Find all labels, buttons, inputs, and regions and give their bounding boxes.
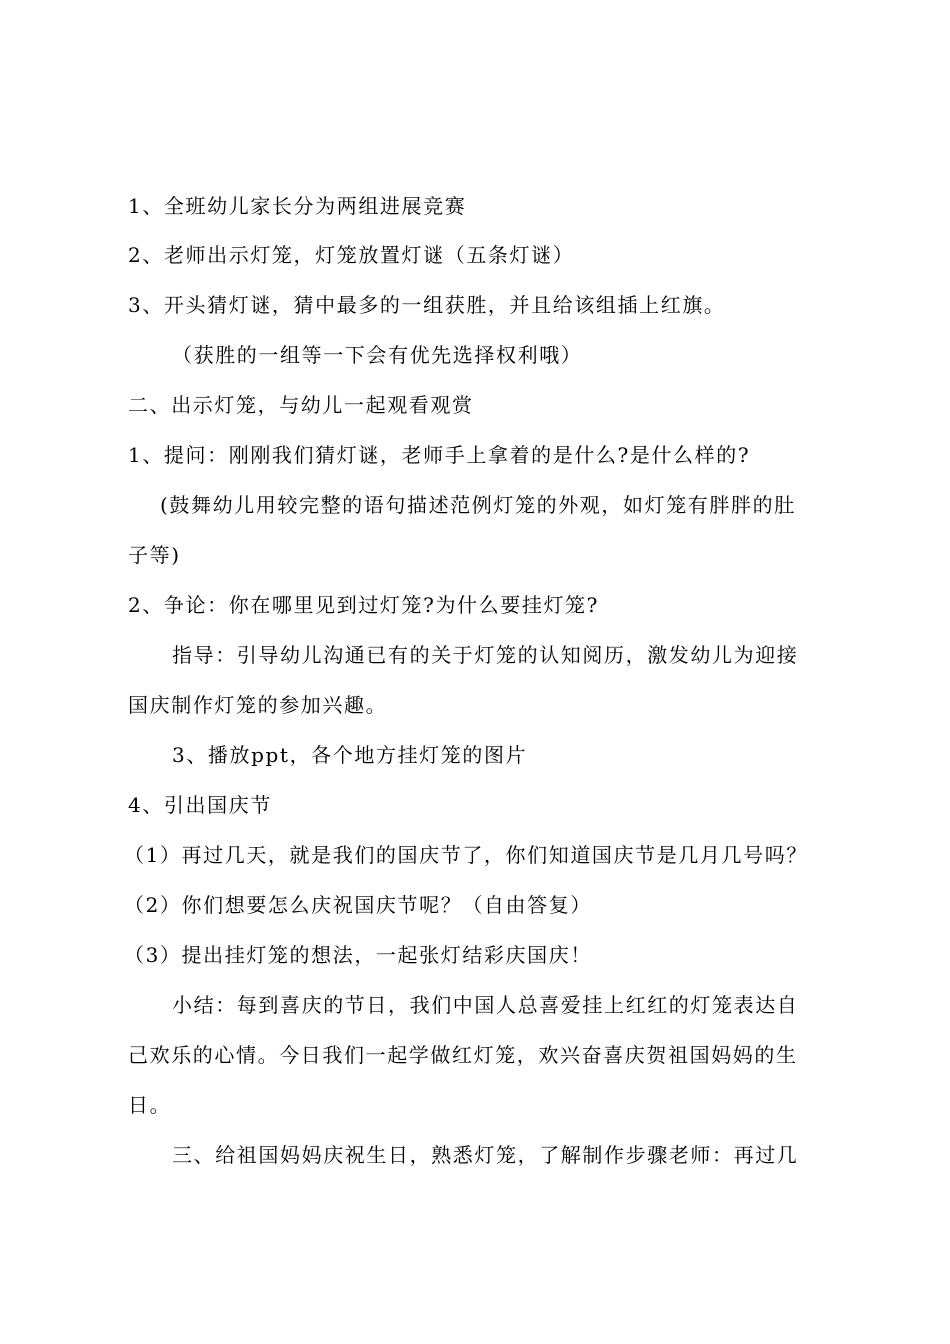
text-line-19: 日。 bbox=[128, 1093, 172, 1117]
text-line-9: 2、争论：你在哪里见到过灯笼?为什么要挂灯笼? bbox=[128, 593, 599, 617]
text-line-2: 2、老师出示灯笼，灯笼放置灯谜（五条灯谜） bbox=[128, 243, 575, 267]
text-line-18: 己欢乐的心情。今日我们一起学做红灯笼，欢兴奋喜庆贺祖国妈妈的生 bbox=[128, 1043, 798, 1067]
text-line-1: 1、全班幼儿家长分为两组进展竞赛 bbox=[128, 194, 467, 218]
section-heading-2: 二、出示灯笼，与幼儿一起观看观赏 bbox=[128, 393, 474, 417]
text-line-15: （2）你们想要怎么庆祝国庆节呢？（自由答复） bbox=[124, 893, 592, 917]
text-line-3: 3、开头猜灯谜，猜中最多的一组获胜，并且给该组插上红旗。 bbox=[128, 293, 726, 317]
section-heading-3: 三、给祖国妈妈庆祝生日，熟悉灯笼，了解制作步骤老师：再过几 bbox=[172, 1143, 799, 1167]
text-line-10: 指导：引导幼儿沟通已有的关于灯笼的认知阅历，激发幼儿为迎接 bbox=[172, 643, 799, 667]
text-line-11: 国庆制作灯笼的参加兴趣。 bbox=[128, 693, 388, 717]
text-line-6: 1、提问：刚刚我们猜灯谜，老师手上拿着的是什么?是什么样的? bbox=[128, 443, 751, 467]
text-line-14: （1）再过几天，就是我们的国庆节了，你们知道国庆节是几月几号吗？ bbox=[124, 843, 808, 867]
text-line-4: （获胜的一组等一下会有优先选择权利哦） bbox=[172, 343, 583, 367]
text-line-7: (鼓舞幼儿用较完整的语句描述范例灯笼的外观，如灯笼有胖胖的肚 bbox=[160, 493, 796, 517]
text-line-12: 3、播放ppt，各个地方挂灯笼的图片 bbox=[172, 743, 528, 767]
text-line-8: 子等) bbox=[128, 543, 181, 567]
text-line-17: 小结：每到喜庆的节日，我们中国人总喜爱挂上红红的灯笼表达自 bbox=[172, 993, 799, 1017]
text-line-16: （3）提出挂灯笼的想法，一起张灯结彩庆国庆！ bbox=[124, 943, 592, 967]
text-line-13: 4、引出国庆节 bbox=[128, 793, 272, 817]
